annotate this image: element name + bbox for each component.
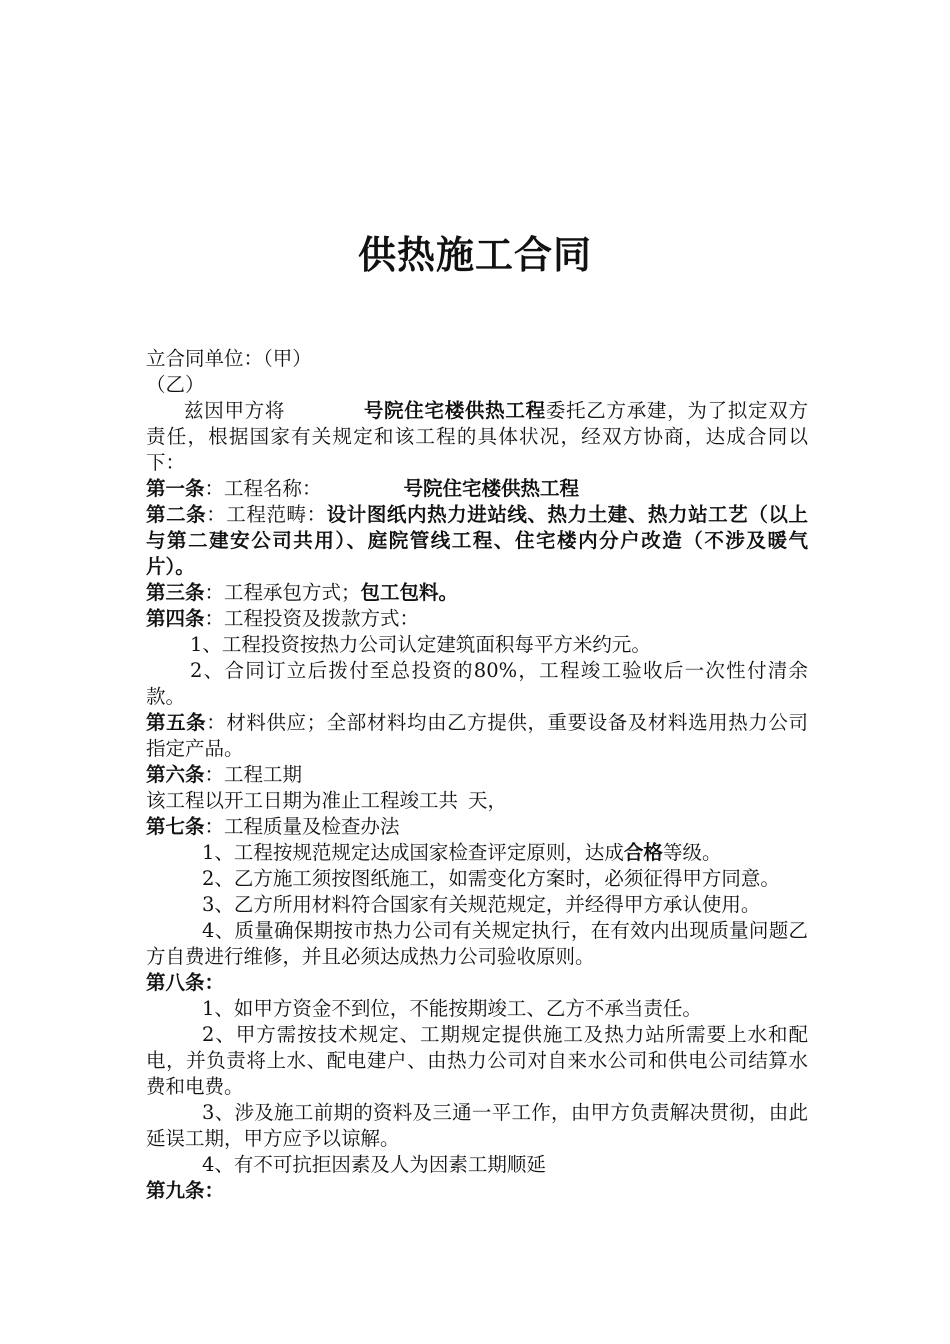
article-4 [146,606,808,632]
article-7-item-3: 3、乙方所用材料符合国家有关规范规定，并经得甲方承认使用。 [202,893,761,916]
article-7-item-4: 4、质量确保期按市热力公司有关规定执行，在有效内出现质量问题乙方自费进行维修，并且必须达成热力公司验收原则。 [146,919,808,968]
article-7-heading: 第七条 [146,815,205,838]
quality-grade: 合格 [623,841,663,864]
article-6-text [146,788,808,814]
party-a-label: 立合同单位：（甲） [146,347,312,370]
article-3-label: ：工程承包方式； [204,581,361,604]
article-1 [146,476,808,502]
article-9 [146,1178,808,1204]
article-6-label: ：工程工期 [204,763,303,786]
article-2 [146,502,808,580]
intro-suffix: 委托乙方承建，为了拟定双方责任，根据国家有关规定和该工程的具体状况，经双方协商，达成合同以下： [146,399,808,474]
article-2-value: 设计图纸内热力进站线、热力土建、热力站工艺（以上与第二建安公司共用）、庭院管线工程、住宅楼内分户改造（不涉及暖气片）。 [146,503,808,578]
intro-paragraph [146,398,808,476]
article-8-item-2: 2、甲方需按技术规定、工期规定提供施工及热力站所需要上水和配电，并负责将上水、配电建户、由热力公司对自来水公司和供电公司结算水费和电费。 [146,1023,808,1098]
article-4-label: ：工程投资及拨款方式： [204,607,420,630]
article-4-item-1: 1、工程投资按热力公司认定建筑面积每平方米约元。 [190,633,651,656]
document-title: 供热施工合同 [357,233,592,277]
article-8 [146,970,808,996]
article-5-text: ：材料供应；全部材料均由乙方提供，重要设备及材料选用热力公司指定产品。 [146,711,808,760]
article-6-text-after: 天， [468,789,508,812]
article-9-label: ： [204,1179,225,1202]
article-7-item-1-text: 1、工程按规范规定达成国家检查评定原则，达成 [202,841,624,864]
article-8-item-1: 1、如甲方资金不到位，不能按期竣工、乙方不承当责任。 [202,997,702,1020]
article-2-label: ：工程范畴： [206,503,327,526]
article-6 [146,762,808,788]
article-8-item-3: 3、涉及施工前期的资料及三通一平工作，由甲方负责解决贯彻，由此延误工期，甲方应予以谅解。 [146,1101,808,1150]
article-7-label: ：工程质量及检查办法 [204,815,400,838]
article-1-label: ：工程名称： [204,477,322,500]
contract-body [146,346,808,1204]
article-7 [146,814,808,840]
intro-prefix: 兹因甲方将 [184,399,286,422]
article-1-heading: 第一条 [146,477,205,500]
article-3-heading: 第三条 [146,581,205,604]
article-5-heading: 第五条 [146,711,207,734]
article-3-value: 包工包料。 [360,581,459,604]
article-7-item-1 [146,840,808,866]
party-b-label: （乙） [146,373,205,396]
article-9-heading: 第九条 [146,1179,205,1202]
article-2-heading: 第二条 [146,503,207,526]
article-5 [146,710,808,762]
article-4-heading: 第四条 [146,607,205,630]
parties-line-b [146,372,808,398]
article-6-heading: 第六条 [146,763,205,786]
article-4-item-2: 2、合同订立后拨付至总投资的80%，工程竣工验收后一次性付清余款。 [146,659,808,708]
article-7-item-2: 2、乙方施工须按图纸施工，如需变化方案时，必须征得甲方同意。 [202,867,780,890]
parties-line-a [146,346,808,372]
article-7-item-1-suffix: 等级。 [662,841,722,864]
intro-project-name: 号院住宅楼供热工程 [363,399,546,422]
article-6-text-before: 该工程以开工日期为准止工程竣工共 [146,789,459,812]
article-8-label: ： [204,971,225,994]
article-8-item-4: 4、有不可抗拒因素及人为因素工期顺延 [202,1153,546,1176]
article-1-value: 号院住宅楼供热工程 [403,477,580,500]
article-3 [146,580,808,606]
article-8-heading: 第八条 [146,971,205,994]
